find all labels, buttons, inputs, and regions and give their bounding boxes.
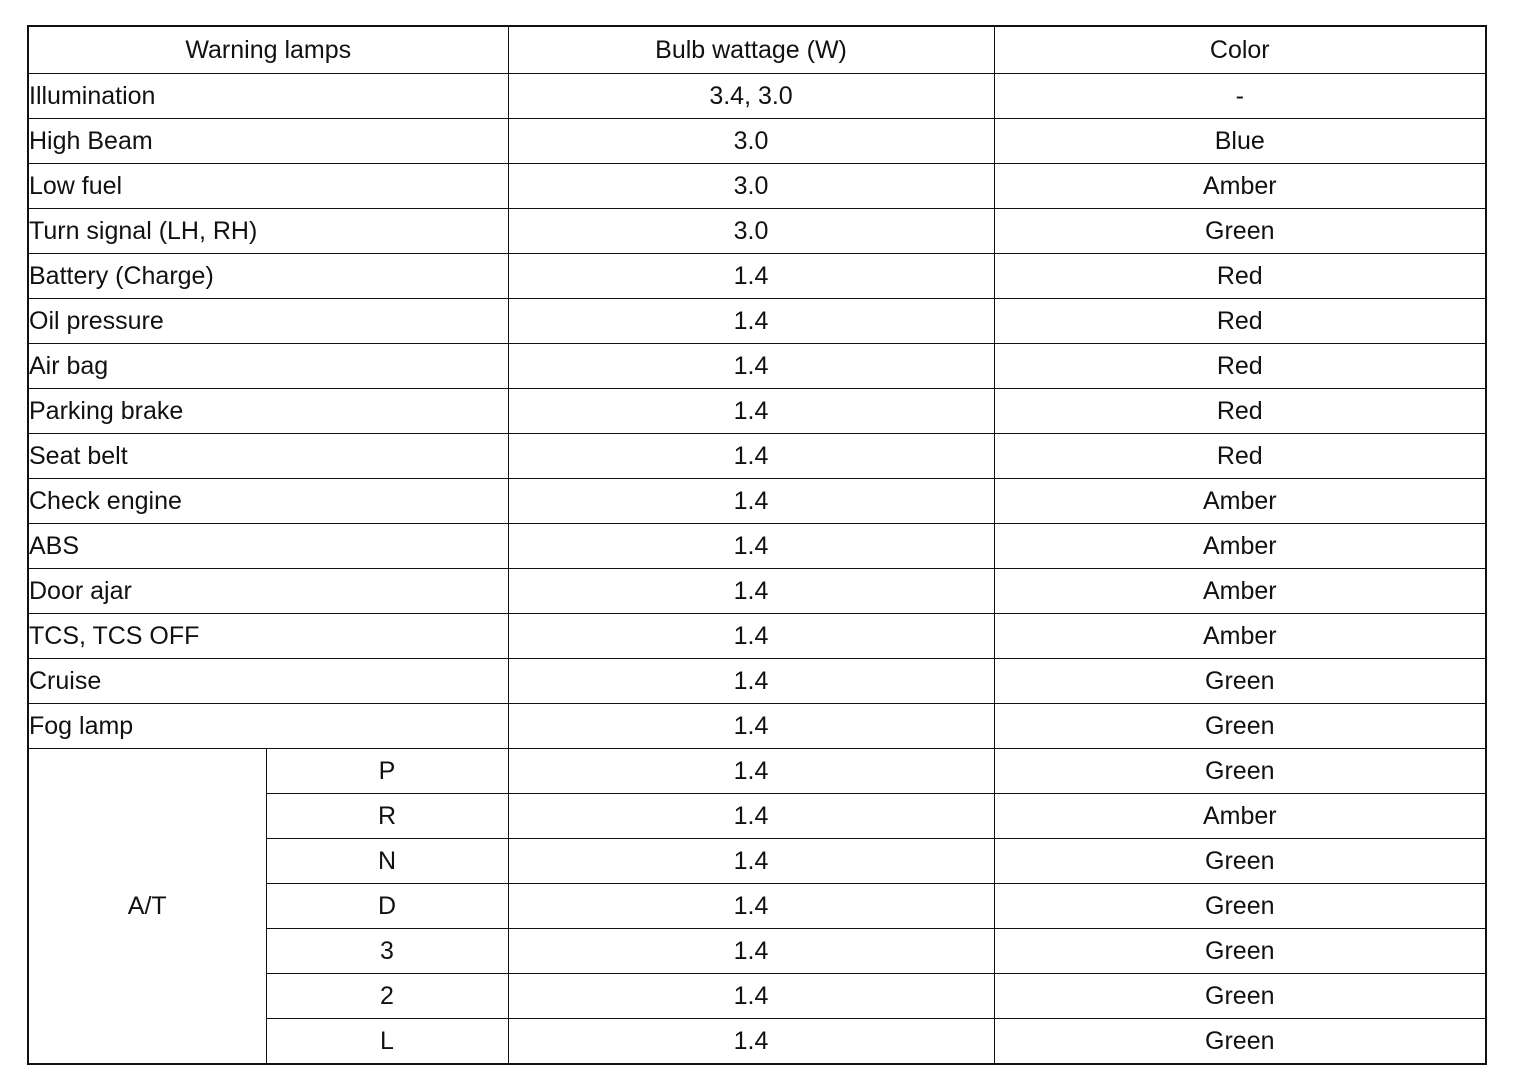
table-row bbox=[28, 389, 1486, 434]
wattage-cell: 1.4 bbox=[508, 254, 994, 299]
color-cell: Amber bbox=[994, 164, 1486, 209]
wattage-cell: 3.0 bbox=[508, 209, 994, 254]
table-row bbox=[28, 749, 1486, 794]
lamp-name-cell: Oil pressure bbox=[28, 299, 508, 344]
wattage-cell: 3.4, 3.0 bbox=[508, 74, 994, 119]
wattage-cell: 1.4 bbox=[508, 704, 994, 749]
color-cell: Green bbox=[994, 749, 1486, 794]
color-cell: Red bbox=[994, 434, 1486, 479]
lamp-name-cell: Cruise bbox=[28, 659, 508, 704]
at-group-label: A/T bbox=[28, 749, 266, 1065]
wattage-cell: 1.4 bbox=[508, 344, 994, 389]
table-row bbox=[28, 659, 1486, 704]
color-cell: Red bbox=[994, 344, 1486, 389]
table-body bbox=[28, 74, 1486, 1065]
table-row bbox=[28, 164, 1486, 209]
header-warning-lamps: Warning lamps bbox=[28, 26, 508, 74]
lamp-name-cell: Fog lamp bbox=[28, 704, 508, 749]
table-row bbox=[28, 74, 1486, 119]
color-cell: Green bbox=[994, 884, 1486, 929]
gear-position-cell: D bbox=[266, 884, 508, 929]
gear-position-cell: 2 bbox=[266, 974, 508, 1019]
lamp-name-cell: TCS, TCS OFF bbox=[28, 614, 508, 659]
color-cell: Amber bbox=[994, 524, 1486, 569]
wattage-cell: 3.0 bbox=[508, 119, 994, 164]
table-row bbox=[28, 614, 1486, 659]
lamp-name-cell: Turn signal (LH, RH) bbox=[28, 209, 508, 254]
header-row bbox=[28, 26, 1486, 74]
table-row bbox=[28, 479, 1486, 524]
warning-lamp-table bbox=[27, 25, 1487, 1065]
lamp-name-cell: ABS bbox=[28, 524, 508, 569]
gear-position-cell: R bbox=[266, 794, 508, 839]
color-cell: Green bbox=[994, 659, 1486, 704]
lamp-name-cell: Illumination bbox=[28, 74, 508, 119]
table-row bbox=[28, 344, 1486, 389]
color-cell: - bbox=[994, 74, 1486, 119]
color-cell: Green bbox=[994, 704, 1486, 749]
header-color: Color bbox=[994, 26, 1486, 74]
color-cell: Amber bbox=[994, 614, 1486, 659]
table-row bbox=[28, 119, 1486, 164]
wattage-cell: 3.0 bbox=[508, 164, 994, 209]
lamp-name-cell: Parking brake bbox=[28, 389, 508, 434]
color-cell: Red bbox=[994, 389, 1486, 434]
gear-position-cell: P bbox=[266, 749, 508, 794]
table-row bbox=[28, 254, 1486, 299]
color-cell: Amber bbox=[994, 479, 1486, 524]
wattage-cell: 1.4 bbox=[508, 569, 994, 614]
wattage-cell: 1.4 bbox=[508, 1019, 994, 1065]
gear-position-cell: 3 bbox=[266, 929, 508, 974]
color-cell: Green bbox=[994, 839, 1486, 884]
wattage-cell: 1.4 bbox=[508, 479, 994, 524]
wattage-cell: 1.4 bbox=[508, 524, 994, 569]
wattage-cell: 1.4 bbox=[508, 794, 994, 839]
color-cell: Blue bbox=[994, 119, 1486, 164]
color-cell: Red bbox=[994, 299, 1486, 344]
color-cell: Amber bbox=[994, 794, 1486, 839]
lamp-name-cell: Seat belt bbox=[28, 434, 508, 479]
wattage-cell: 1.4 bbox=[508, 929, 994, 974]
color-cell: Green bbox=[994, 929, 1486, 974]
gear-position-cell: N bbox=[266, 839, 508, 884]
color-cell: Green bbox=[994, 209, 1486, 254]
header-bulb-wattage: Bulb wattage (W) bbox=[508, 26, 994, 74]
lamp-name-cell: Low fuel bbox=[28, 164, 508, 209]
color-cell: Green bbox=[994, 1019, 1486, 1065]
table-row bbox=[28, 434, 1486, 479]
table-row bbox=[28, 704, 1486, 749]
lamp-name-cell: Air bag bbox=[28, 344, 508, 389]
wattage-cell: 1.4 bbox=[508, 884, 994, 929]
lamp-name-cell: High Beam bbox=[28, 119, 508, 164]
wattage-cell: 1.4 bbox=[508, 299, 994, 344]
table-row bbox=[28, 209, 1486, 254]
wattage-cell: 1.4 bbox=[508, 749, 994, 794]
wattage-cell: 1.4 bbox=[508, 974, 994, 1019]
color-cell: Red bbox=[994, 254, 1486, 299]
wattage-cell: 1.4 bbox=[508, 839, 994, 884]
wattage-cell: 1.4 bbox=[508, 389, 994, 434]
lamp-name-cell: Battery (Charge) bbox=[28, 254, 508, 299]
gear-position-cell: L bbox=[266, 1019, 508, 1065]
lamp-name-cell: Check engine bbox=[28, 479, 508, 524]
color-cell: Green bbox=[994, 974, 1486, 1019]
wattage-cell: 1.4 bbox=[508, 614, 994, 659]
color-cell: Amber bbox=[994, 569, 1486, 614]
lamp-name-cell: Door ajar bbox=[28, 569, 508, 614]
table-row bbox=[28, 299, 1486, 344]
wattage-cell: 1.4 bbox=[508, 659, 994, 704]
wattage-cell: 1.4 bbox=[508, 434, 994, 479]
table-row bbox=[28, 569, 1486, 614]
table-row bbox=[28, 524, 1486, 569]
